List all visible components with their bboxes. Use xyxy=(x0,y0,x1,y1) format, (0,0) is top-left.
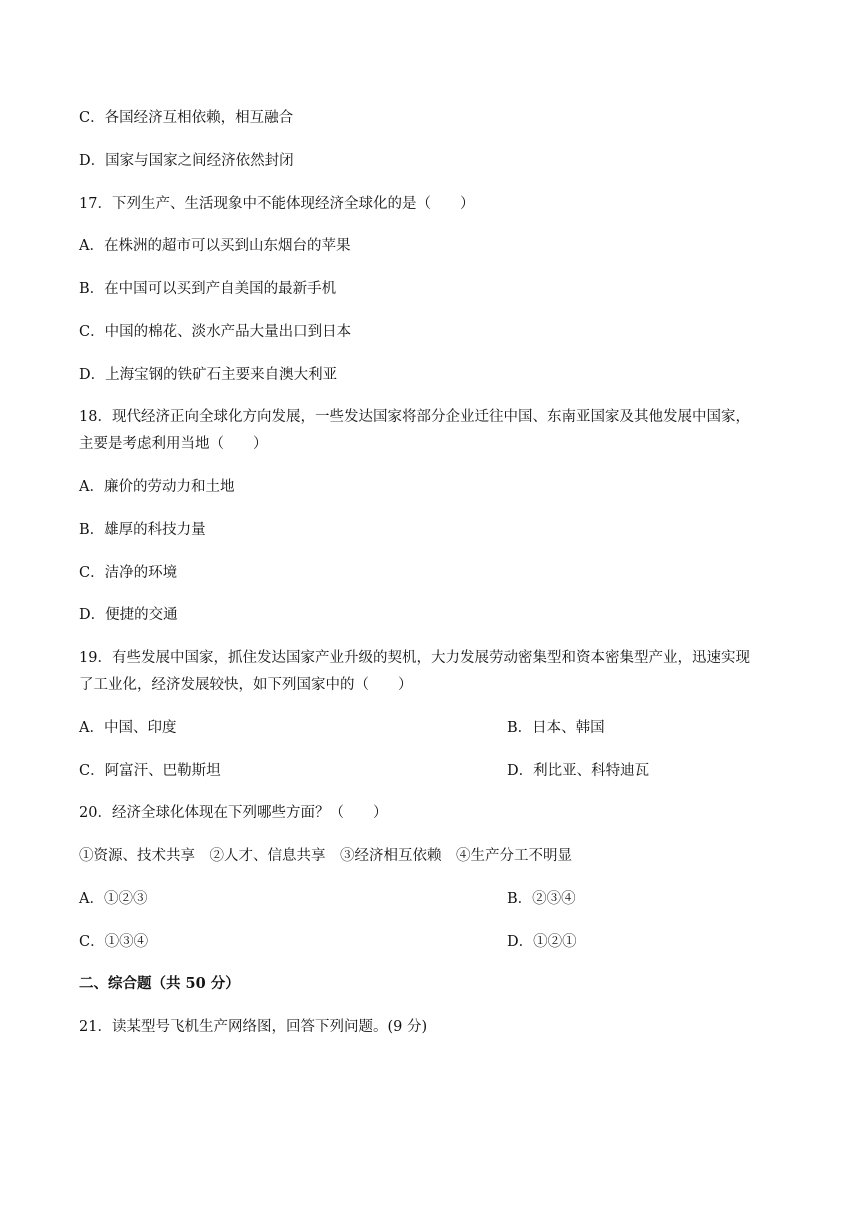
q19-option-c: C．阿富汗、巴勒斯坦 xyxy=(79,763,221,779)
q18-option-c: C．洁净的环境 xyxy=(79,565,178,581)
q18-stem-line-1: 18．现代经济正向全球化方向发展，一些发达国家将部分企业迁往中国、东南亚国家及其他发展中国家， xyxy=(79,409,750,425)
q16-option-c: C．各国经济互相依赖，相互融合 xyxy=(79,110,294,126)
q17-option-a: A．在株洲的超市可以买到山东烟台的苹果 xyxy=(79,238,351,254)
q21-stem: 21．读某型号飞机生产网络图，回答下列问题。(9 分) xyxy=(79,1019,428,1035)
section-2-heading: 二、综合题（共 50 分） xyxy=(79,975,240,992)
q20-items: ①资源、技术共享 ②人才、信息共享 ③经济相互依赖 ④生产分工不明显 xyxy=(79,848,572,864)
q16-option-d: D．国家与国家之间经济依然封闭 xyxy=(79,153,294,169)
q17-option-d: D．上海宝钢的铁矿石主要来自澳大利亚 xyxy=(79,367,338,383)
q20-option-d: D．①②① xyxy=(507,934,577,950)
q19-stem-line-2: 了工业化，经济发展较快，如下列国家中的（ ） xyxy=(79,677,413,693)
q20-option-a: A．①②③ xyxy=(79,891,148,907)
q19-option-b: B．日本、韩国 xyxy=(507,720,605,736)
q19-option-a: A．中国、印度 xyxy=(79,720,177,736)
q20-stem: 20．经济全球化体现在下列哪些方面？（ ） xyxy=(79,805,388,821)
q20-option-c: C．①③④ xyxy=(79,934,149,950)
q19-option-d: D．利比亚、科特迪瓦 xyxy=(507,763,650,779)
q17-option-b: B．在中国可以买到产自美国的最新手机 xyxy=(79,281,337,297)
q18-option-b: B．雄厚的科技力量 xyxy=(79,522,206,538)
q17-stem: 17．下列生产、生活现象中不能体现经济全球化的是（ ） xyxy=(79,196,475,212)
q20-option-b: B．②③④ xyxy=(507,891,576,907)
q19-stem-line-1: 19．有些发展中国家，抓住发达国家产业升级的契机，大力发展劳动密集型和资本密集型产业，迅速实现 xyxy=(79,650,750,666)
q18-option-d: D．便捷的交通 xyxy=(79,607,178,623)
q18-option-a: A．廉价的劳动力和土地 xyxy=(79,479,235,495)
q17-option-c: C．中国的棉花、淡水产品大量出口到日本 xyxy=(79,324,352,340)
q18-stem-line-2: 主要是考虑利用当地（ ） xyxy=(79,436,268,452)
